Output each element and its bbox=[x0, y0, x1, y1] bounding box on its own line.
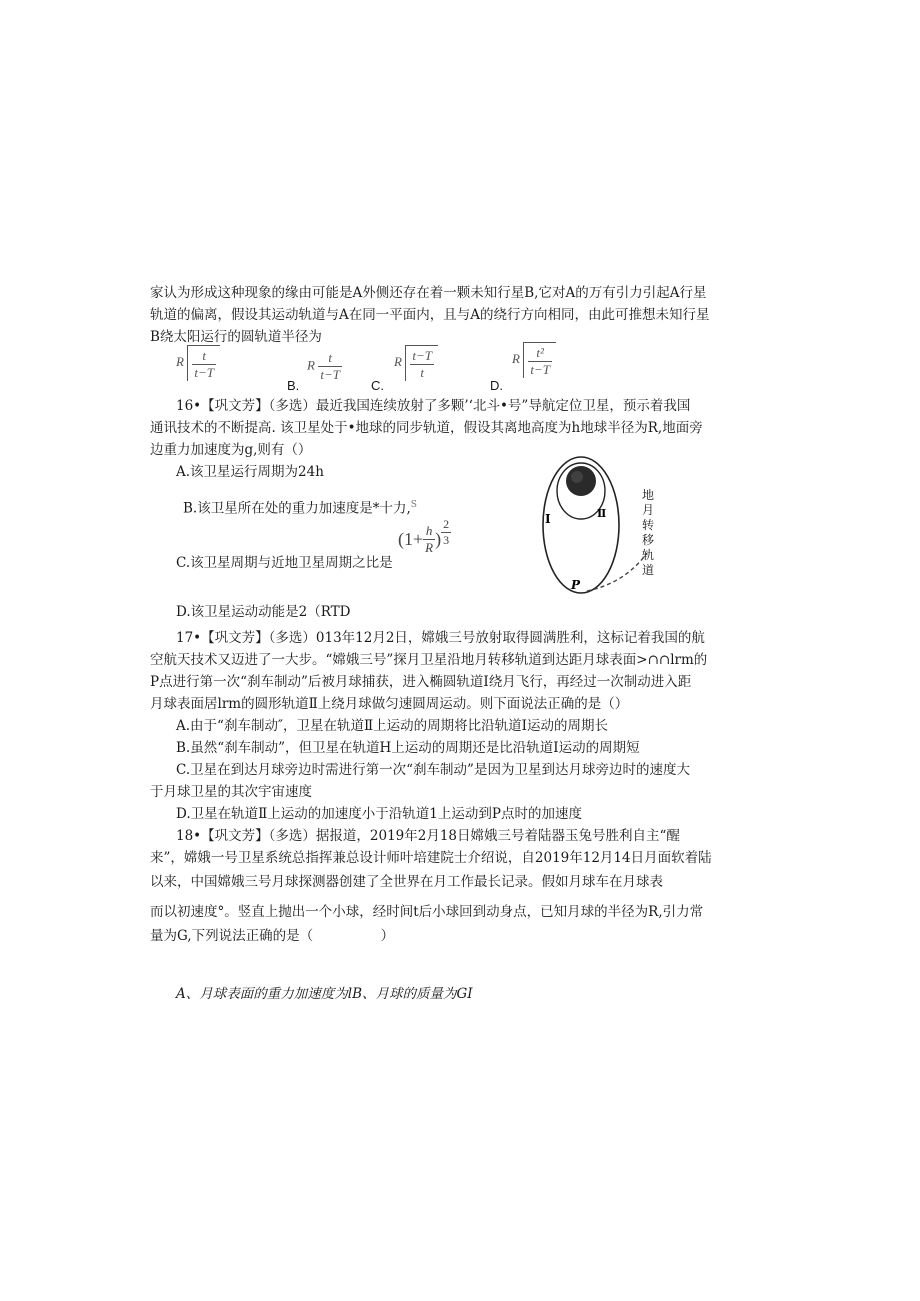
vertical-char: 轨 bbox=[641, 548, 654, 562]
vertical-char: 月 bbox=[641, 503, 654, 517]
q16-line-2: 通讯技术的不断提高. 该卫星处于•地球的同步轨道，假设其离地高度为h地球半径为R,地面旁 bbox=[150, 420, 703, 436]
q16-option-b-sup: S bbox=[410, 500, 417, 510]
vertical-char: 地 bbox=[641, 488, 654, 502]
label-orbit-II: Ⅱ bbox=[597, 507, 607, 520]
q15-line-2: 轨道的偏离，假设其运动轨道与A在同一平面内，且与A的绕行方向相同，由此可推想未知行星 bbox=[150, 307, 710, 323]
q18-line-3: 以来，中国嫦娥三号月球探测器创建了全世界在月工作最长记录。假如月球车在月球表 bbox=[150, 874, 663, 890]
q17-line-2: 空航天技术又迈进了一大步。“嫦娥三号”探月卫星沿地月转移轨道到达距月球表面>∩∩lrm的 bbox=[150, 652, 708, 668]
q17-option-b: B.虽然“刹车制动”，但卫星在轨道H上运动的周期还是比沿轨道I运动的周期短 bbox=[176, 740, 640, 756]
q17-line-1: 17•【巩文芳】（多选）013年12月2日，嫦娥三号放射取得圆满胜利，这标记着我国的航 bbox=[176, 630, 705, 646]
vertical-char: 道 bbox=[641, 563, 654, 577]
q18-line-5: 量为G,下列说法正确的是（ ） bbox=[150, 928, 395, 944]
q17-option-c-line-1: C.卫星在到达月球旁边时需进行第一次“刹车制动”是因为卫星到达月球旁边时的速度大 bbox=[176, 762, 690, 778]
q17-option-c-line-2: 于月球卫星的其次宇宙速度 bbox=[150, 784, 312, 800]
q15-option-c-label: C. bbox=[371, 378, 384, 393]
label-point-P: P bbox=[571, 578, 581, 592]
q15-formula-c: R $\frac{t-T}{t}$ bbox=[394, 345, 438, 381]
q16-line-3: 边重力加速度为g,则有（） bbox=[150, 442, 312, 458]
q18-line-4: 而以初速度°。竖直上抛出一个小球，经时间t后小球回到动身点，已知月球的半径为R,引力常 bbox=[150, 904, 704, 920]
transfer-trajectory bbox=[587, 553, 647, 591]
q17-option-d: D.卫星在轨道Ⅱ上运动的加速度小于沿轨道1上运动到P点时的加速度 bbox=[176, 806, 582, 822]
label-orbit-I: I bbox=[545, 512, 551, 526]
q16-option-b bbox=[183, 495, 417, 519]
q18-line-1: 18•【巩文芳】（多选）据报道，2019年2月18日嫦娥三号着陆器玉兔号胜利自主“醒 bbox=[176, 828, 680, 844]
q16-line-1: 16•【巩文芳】（多选）最近我国连续放射了多颗’‘北斗•号”导航定位卫星，预示着我国 bbox=[176, 398, 691, 414]
q18-options-ab: A、月球表面的重力加速度为lB、月球的质量为GI bbox=[176, 986, 473, 1002]
vertical-char: 移 bbox=[641, 533, 654, 547]
q16-option-b-text: B.该卫星所在处的重力加速度是*十力, bbox=[183, 500, 411, 517]
q17-option-a: A.由于“刹车制动″，卫星在轨道Ⅱ上运动的周期将比沿轨道I运动的周期长 bbox=[176, 718, 608, 734]
vertical-char: 转 bbox=[641, 518, 654, 532]
q15-line-1: 家认为形成这种现象的缘由可能是A外侧还存在着一颗未知行星B,它对A的万有引力引起A行星 bbox=[150, 285, 707, 301]
transfer-orbit-label bbox=[640, 488, 656, 578]
q15-line-3: B绕太阳运行的圆轨道半径为 bbox=[150, 329, 322, 345]
q18-line-2: 来”，嫦娥一号卫星系统总指挥兼总设计师叶培建院士介绍说，自2019年12月14日月面软着陆 bbox=[150, 850, 712, 866]
q17-line-3: P点进行第一次“刹车制动”后被月球捕获，进入椭圆轨道I绕月飞行，再经过一次制动进入距 bbox=[150, 674, 692, 690]
q16-option-c: C.该卫星周期与近地卫星周期之比是 bbox=[176, 555, 393, 571]
q15-option-b-label: B. bbox=[287, 378, 300, 393]
q17-line-4: 月球表面居lrm的圆形轨道Ⅱ上绕月球做匀速圆周运动。则下面说法正确的是（） bbox=[150, 696, 629, 712]
q16-option-d: D.该卫星运动动能是2（RTD bbox=[176, 604, 351, 620]
moon-highlight bbox=[571, 471, 583, 483]
q15-formula-b: R $\frac{t}{t-T}$ bbox=[307, 350, 340, 382]
q15-formula-a: R $\frac{t}{t-T}$ bbox=[176, 345, 220, 381]
q15-formula-d: R $\frac{\text{t²}}{t-T}$ bbox=[512, 342, 556, 378]
q16-option-a: A.该卫星运行周期为24h bbox=[176, 464, 324, 480]
q16-formula-c: (1+ $\frac{h}{R}$ ) $\frac{2}{3}$ bbox=[398, 517, 450, 555]
q15-option-d-label: D. bbox=[490, 378, 503, 393]
